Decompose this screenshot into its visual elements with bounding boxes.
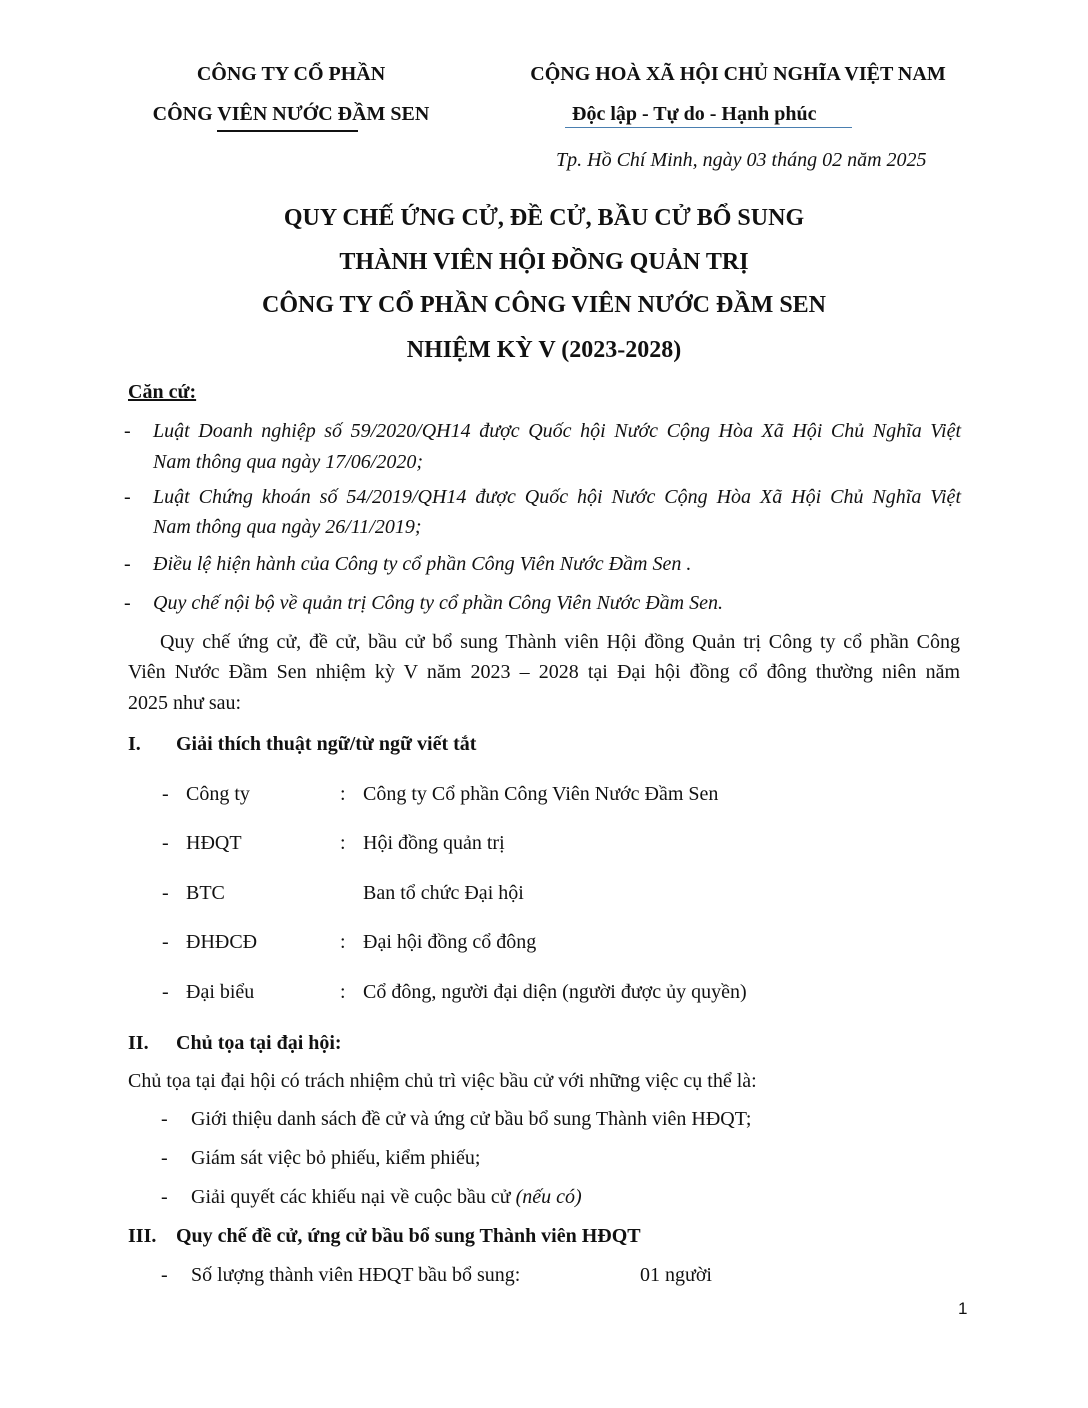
term-colon: : (340, 783, 346, 805)
bullet: - (162, 931, 169, 953)
term: Công ty (186, 783, 250, 805)
bullet: - (161, 1264, 168, 1286)
term-definition: Hội đồng quản trị (363, 832, 505, 854)
bullet: - (124, 553, 131, 575)
company-name-line2: CÔNG VIÊN NƯỚC ĐẦM SEN (152, 103, 430, 125)
section3-item-value: 01 người (640, 1264, 712, 1286)
basis-item-3: Điều lệ hiện hành của Công ty cổ phần Công Viên Nước Đầm Sen . (153, 553, 692, 575)
bullet: - (162, 783, 169, 805)
national-motto: Độc lập - Tự do - Hạnh phúc (572, 103, 817, 125)
section2-item-2: Giám sát việc bỏ phiếu, kiểm phiếu; (191, 1147, 481, 1169)
section3-heading: Quy chế đề cử, ứng cử bầu bổ sung Thành viên HĐQT (176, 1225, 641, 1247)
section2-item-3-text: Giải quyết các khiếu nại về cuộc bầu cử (191, 1186, 516, 1208)
bullet: - (124, 486, 131, 508)
term: BTC (186, 882, 225, 904)
bullet: - (161, 1147, 168, 1169)
term: Đại biểu (186, 981, 255, 1003)
bullet: - (124, 592, 131, 614)
term-definition: Đại hội đồng cổ đông (363, 931, 537, 953)
page-number: 1 (958, 1299, 968, 1318)
section2-item-1: Giới thiệu danh sách đề cử và ứng cử bầu bổ sung Thành viên HĐQT; (191, 1108, 752, 1130)
term-definition: Ban tổ chức Đại hội (363, 882, 524, 904)
section2-intro: Chủ tọa tại đại hội có trách nhiệm chủ trì việc bầu cử với những việc cụ thể là: (128, 1070, 757, 1092)
document-title-line3: CÔNG TY CỔ PHẦN CÔNG VIÊN NƯỚC ĐẦM SEN (261, 292, 827, 318)
document-title-line1: QUY CHẾ ỨNG CỬ, ĐỀ CỬ, BẦU CỬ BỔ SUNG (283, 205, 805, 231)
section2-number: II. (128, 1032, 149, 1054)
term-colon: : (340, 931, 346, 953)
company-underline (217, 130, 358, 132)
section2-item-3-note: (nếu có) (515, 1186, 582, 1208)
term-colon: : (340, 981, 346, 1003)
bullet: - (162, 832, 169, 854)
bullet: - (162, 882, 169, 904)
term-colon: : (340, 832, 346, 854)
country-name: CỘNG HOÀ XÃ HỘI CHỦ NGHĨA VIỆT NAM (530, 63, 946, 85)
basis-item-1-line2: Nam thông qua ngày 17/06/2020; (153, 451, 423, 473)
document-title-line4: NHIỆM KỲ V (2023-2028) (406, 337, 682, 363)
term: ĐHĐCĐ (186, 931, 258, 953)
term: HĐQT (186, 832, 242, 854)
motto-underline (565, 127, 852, 128)
bullet: - (124, 420, 131, 442)
basis-item-4: Quy chế nội bộ về quản trị Công ty cổ phần Công Viên Nước Đầm Sen. (153, 592, 723, 614)
section1-heading: Giải thích thuật ngữ/từ ngữ viết tắt (176, 733, 477, 755)
basis-heading: Căn cứ: (128, 381, 197, 403)
document-title-line2: THÀNH VIÊN HỘI ĐỒNG QUẢN TRỊ (339, 249, 749, 275)
term-definition: Cổ đông, người đại diện (người được ủy quyền) (363, 981, 747, 1003)
section2-item-3 (191, 1186, 582, 1209)
intro-line1: Quy chế ứng cử, đề cử, bầu cử bổ sung Thành viên Hội đồng Quản trị Công ty cổ phần Công (160, 631, 960, 653)
bullet: - (161, 1108, 168, 1130)
basis-item-2-line1: Luật Chứng khoán số 54/2019/QH14 được Quốc hội Nước Cộng Hòa Xã Hội Chủ Nghĩa Việt (153, 486, 961, 508)
bullet: - (161, 1186, 168, 1208)
term-definition: Công ty Cổ phần Công Viên Nước Đầm Sen (363, 783, 719, 805)
intro-line2: Viên Nước Đầm Sen nhiệm kỳ V năm 2023 – 2028 tại Đại hội đồng cổ đông thường niên năm (128, 661, 960, 683)
section3-item-label: Số lượng thành viên HĐQT bầu bổ sung: (191, 1264, 521, 1286)
company-name-line1: CÔNG TY CỔ PHẦN (196, 63, 386, 85)
bullet: - (162, 981, 169, 1003)
basis-item-2-line2: Nam thông qua ngày 26/11/2019; (153, 516, 422, 538)
basis-item-1-line1: Luật Doanh nghiệp số 59/2020/QH14 được Quốc hội Nước Cộng Hòa Xã Hội Chủ Nghĩa Việt (153, 420, 961, 442)
section3-number: III. (128, 1225, 157, 1247)
section2-heading: Chủ tọa tại đại hội: (176, 1032, 342, 1054)
intro-line3: 2025 như sau: (128, 692, 242, 714)
date-line: Tp. Hồ Chí Minh, ngày 03 tháng 02 năm 2025 (556, 149, 927, 171)
section1-number: I. (128, 733, 141, 755)
